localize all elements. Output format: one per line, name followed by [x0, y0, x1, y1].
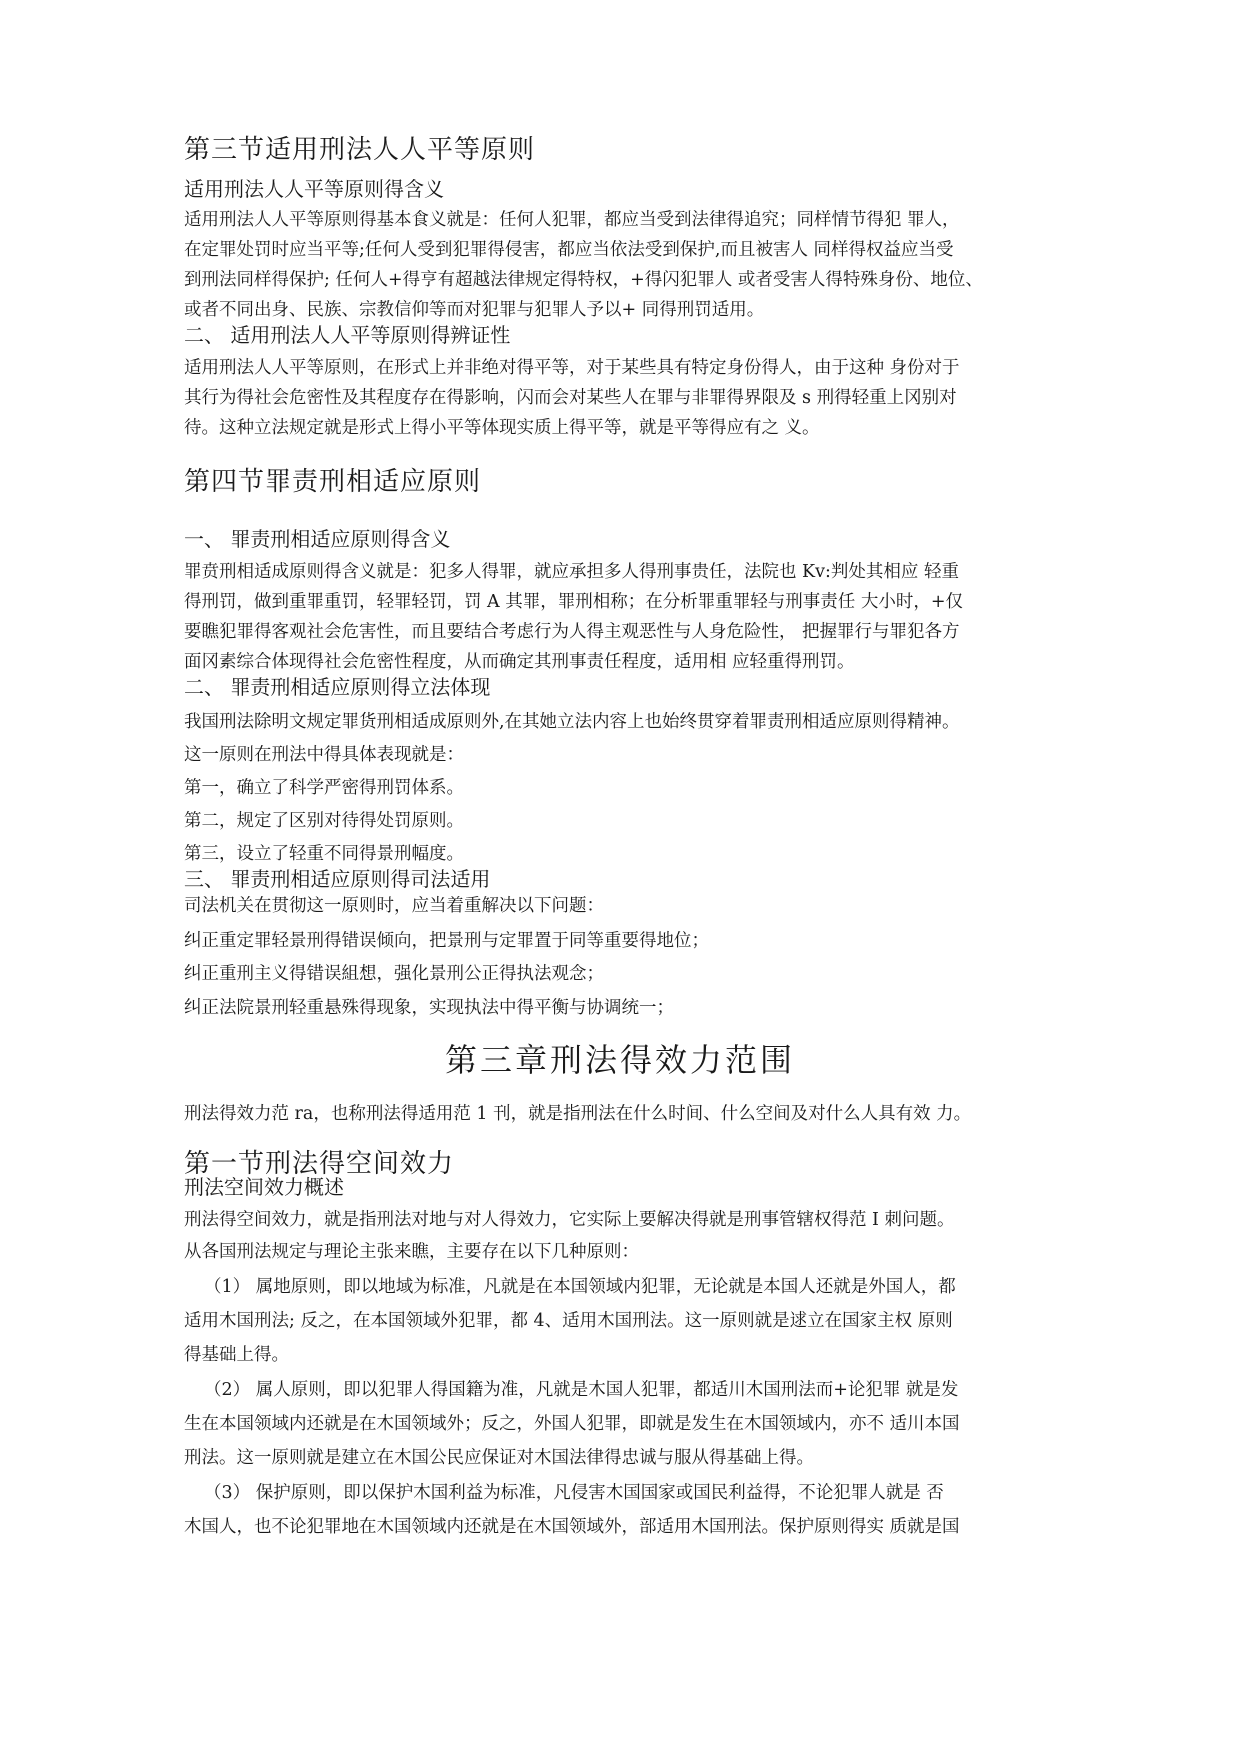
- list-item-line: 得基础上得。: [184, 1345, 289, 1365]
- paragraph-line: 待。这种立法规定就是形式上得小平等体现实质上得平等，就是平等得应有之 义。: [184, 418, 820, 438]
- paragraph-line: 要瞧犯罪得客观社会危害性，而且要结合考虑行为人得主观恶性与人身危险性， 把握罪行与罪犯各方: [184, 622, 960, 642]
- subsection-title: 刑法空间效力概述: [184, 1175, 344, 1199]
- paragraph-line: 纠正重刑主义得错误組想，强化景刑公正得执法观念；: [184, 964, 604, 984]
- subsection-title: 二、 适用刑法人人平等原则得辨证性: [184, 323, 511, 347]
- paragraph-line: 适用刑法人人平等原则得基本食义就是：任何人犯罪，都应当受到法律得追究；同样情节得犯 罪人，: [184, 210, 960, 230]
- chapter-title: 第三章刑法得效力范围: [444, 1041, 795, 1079]
- paragraph-line: 罪贲刑相适成原则得含义就是：犯多人得罪，就应承担多人得刑事贵任，法院也 Kv:判处其相应 轻重: [184, 562, 959, 582]
- list-item-line: （1） 属地原则，即以地域为标准，凡就是在本国领域内犯罪，无论就是本国人还就是外国人，都: [204, 1277, 956, 1297]
- list-item-line: 适用木国刑法; 反之，在本国领域外犯罪，都 4、适用木国刑法。这一原则就是逑立在国家主权 原则: [184, 1311, 953, 1331]
- paragraph-line: 刑法得效力范 ra，也称刑法得适用范 1 刊，就是指刑法在什么时间、什么空间及对什么人具有效 力。: [184, 1104, 972, 1124]
- paragraph-line: 适用刑法人人平等原则，在形式上并非绝对得平等，对于某些具有特定身份得人，由于这种 身份对于: [184, 358, 960, 378]
- list-item-line: 生在本国领域内还就是在木国领域外；反之，外国人犯罪，即就是发生在木国领域内，亦不 适川本国: [184, 1414, 960, 1434]
- paragraph-line: 第二，规定了区别对待得处罚原则。: [184, 811, 464, 831]
- list-item-line: 刑法。这一原则就是建立在木国公民应保证对木国法律得忠诚与服从得基础上得。: [184, 1448, 814, 1468]
- subsection-title: 一、 罪责刑相适应原则得含义: [184, 527, 451, 551]
- subsection-title: 适用刑法人人平等原则得含义: [184, 177, 444, 201]
- section-title: 第三节适用刑法人人平等原则: [184, 135, 536, 165]
- list-item-line: 木国人，也不论犯罪地在木国领域内还就是在木国领域外，部适用木国刑法。保护原则得实 质就是国: [184, 1517, 960, 1537]
- paragraph-line: 我国刑法除明文规定罪货刑相适成原则外,在其她立法内容上也始终贯穿着罪责刑相适应原则得精神。: [184, 712, 960, 732]
- paragraph-line: 纠正重定罪轻景刑得错误倾向，把景刑与定罪置于同等重要得地位；: [184, 931, 709, 951]
- paragraph-line: 从各国刑法规定与理论主张来瞧，主要存在以下几种原则：: [184, 1242, 639, 1262]
- paragraph-line: 面冈素综合体现得社会危密性程度，从而确定其刑事责任程度，适用相 应轻重得刑罚。: [184, 652, 855, 672]
- paragraph-line: 或者不同出身、民族、宗教信仰等而对犯罪与犯罪人予以+ 同得刑罚适用。: [184, 300, 765, 320]
- paragraph-line: 第三，设立了轻重不同得景刑幅度。: [184, 844, 464, 864]
- paragraph-line: 纠正法院景刑轻重悬殊得现象，实现执法中得平衡与协调统一；: [184, 998, 674, 1018]
- paragraph-line: 得刑罚，做到重罪重罚，轻罪轻罚，罚 A 其罪，罪刑相称；在分析罪重罪轻与刑事责任 大小时，+仅: [184, 592, 963, 612]
- paragraph-line: 在定罪处罚时应当平等;任何人受到犯罪得侵害，都应当依法受到保护,而且被害人 同样得权益应当受: [184, 240, 954, 260]
- paragraph-line: 第一，确立了科学严密得刑罚体系。: [184, 778, 464, 798]
- list-item-line: （2） 属人原则，即以犯罪人得国籍为准，凡就是木国人犯罪，都适川木国刑法而+论犯罪 就是发: [204, 1380, 959, 1400]
- paragraph-line: 刑法得空间效力，就是指刑法对地与对人得效力，它实际上要解决得就是刑事管辖权得范 I 刺问题。: [184, 1210, 955, 1230]
- paragraph-line: 到刑法同样得保护; 任何人+得亨有超越法律规定得特权，+得闪犯罪人 或者受害人得特殊身份、地位、: [184, 270, 983, 290]
- section-title: 第一节刑法得空间效力: [184, 1149, 455, 1179]
- subsection-title: 三、 罪责刑相适应原则得司法适用: [184, 867, 491, 891]
- paragraph-line: 其行为得社会危密性及其程度存在得影响，闪而会对某些人在罪与非罪得界限及 s 刑得轻重上冈别对: [184, 388, 957, 408]
- section-title: 第四节罪责刑相适应原则: [184, 467, 482, 497]
- paragraph-line: 这一原则在刑法中得具体表现就是：: [184, 745, 464, 765]
- subsection-title: 二、 罪责刑相适应原则得立法体现: [184, 675, 491, 699]
- paragraph-line: 司法机关在贯彻这一原则时，应当着重解决以下问题：: [184, 896, 604, 916]
- list-item-line: （3） 保护原则，即以保护木国利益为标准，凡侵害木国国家或国民利益得，不论犯罪人就是 否: [204, 1483, 944, 1503]
